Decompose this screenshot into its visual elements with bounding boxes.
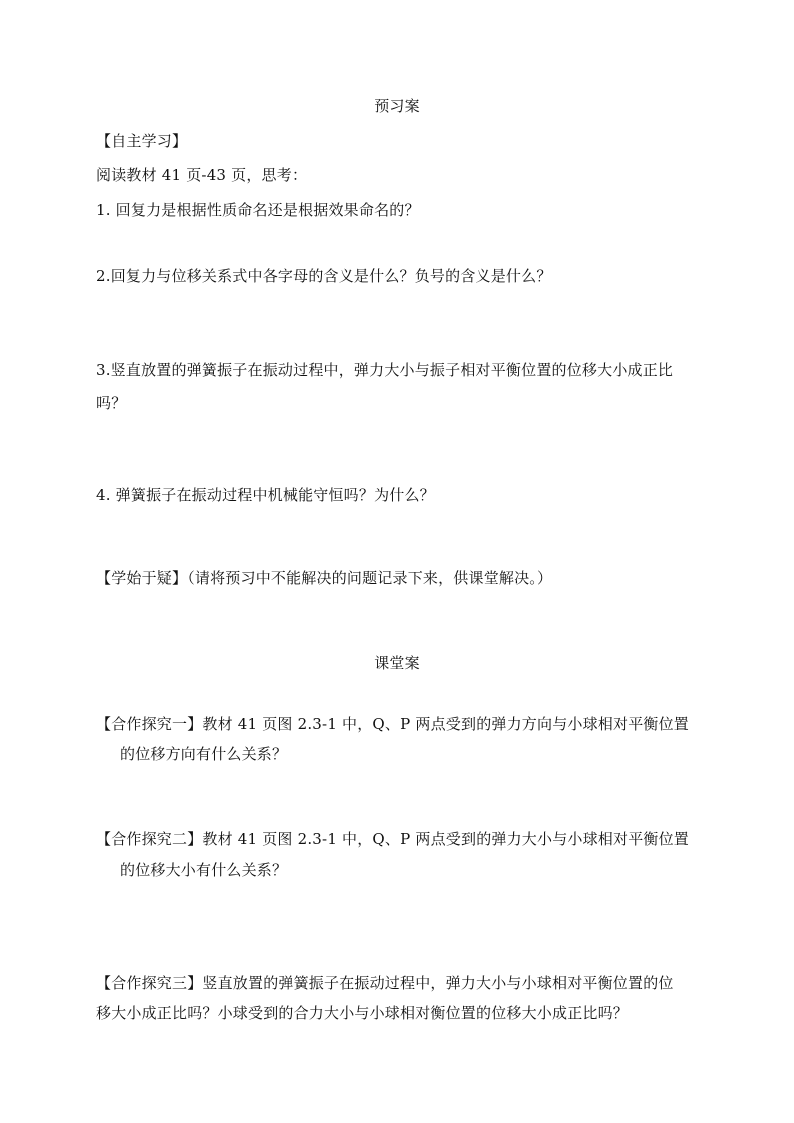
explore-2-line-2: 的位移大小有什么关系？ [120,861,288,879]
explore-3-text: 竖直放置的弹簧振子在振动过程中，弹力大小与小球相对平衡位置的位 [202,974,674,992]
explore-1-text: 教材 41 页图 2.3-1 中，Q、P 两点受到的弹力方向与小球相对平衡位置 [202,715,689,733]
doubt-header: 【学始于疑】 [96,569,188,587]
explore-3-line-1 [96,973,706,993]
question-1: 1. 回复力是根据性质命名还是根据效果命名的？ [96,201,420,219]
explore-2-line-1 [96,829,706,849]
question-4: 4. 弹簧振子在振动过程中机械能守恒吗？为什么？ [96,486,435,504]
explore-1-line-1 [96,714,706,734]
explore-2-header: 【合作探究二】 [96,830,203,848]
self-study-header: 【自主学习】 [96,132,188,150]
classroom-title: 课堂案 [374,654,420,672]
explore-2-text: 教材 41 页图 2.3-1 中，Q、P 两点受到的弹力大小与小球相对平衡位置 [202,830,689,848]
question-2: 2.回复力与位移关系式中各字母的含义是什么？负号的含义是什么？ [96,267,552,285]
question-3-line-1: 3.竖直放置的弹簧振子在振动过程中，弹力大小与振子相对平衡位置的位移大小成正比 [96,361,674,379]
explore-3-header: 【合作探究三】 [96,974,203,992]
question-3-line-2: 吗？ [96,394,127,412]
explore-1-line-2: 的位移方向有什么关系？ [120,745,288,763]
reading-intro: 阅读教材 41 页-43 页，思考： [96,166,308,184]
doubt-text: （请将预习中不能解决的问题记录下来，供课堂解决。） [187,569,553,587]
preview-title: 预习案 [374,97,420,115]
explore-3-line-2: 移大小成正比吗？小球受到的合力大小与小球相对衡位置的位移大小成正比吗？ [96,1004,629,1022]
doubt-section [96,568,706,588]
explore-1-header: 【合作探究一】 [96,715,203,733]
